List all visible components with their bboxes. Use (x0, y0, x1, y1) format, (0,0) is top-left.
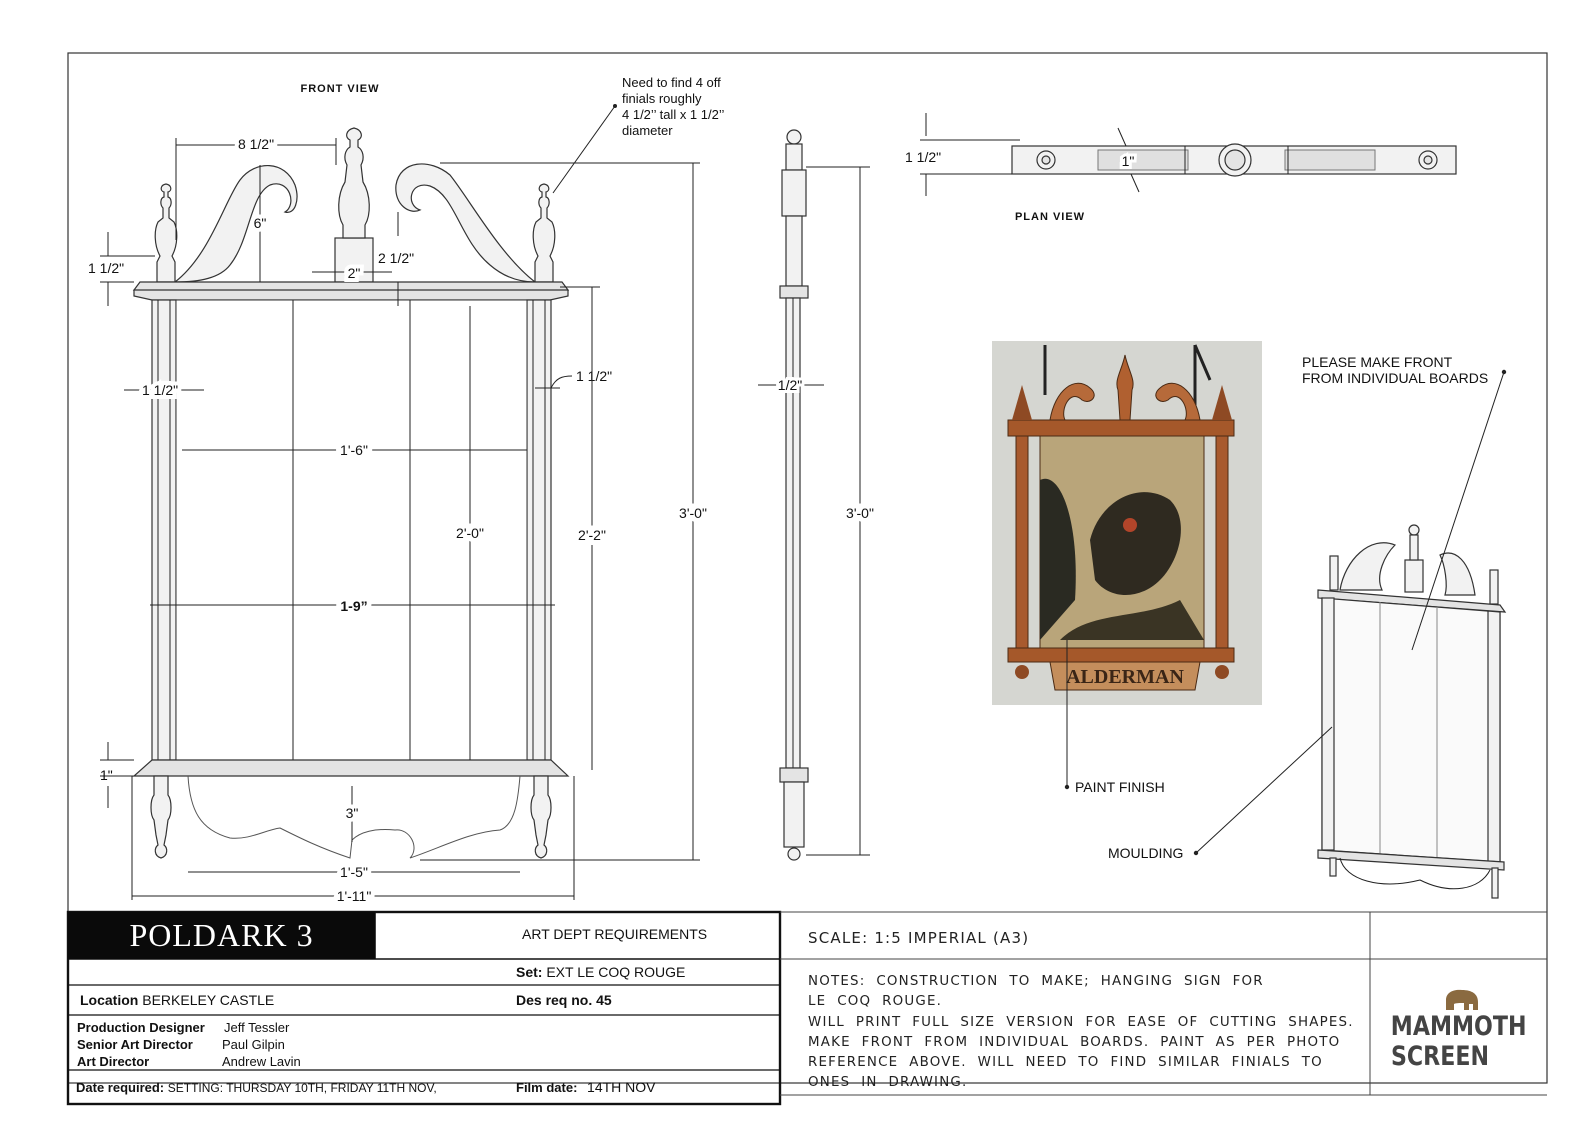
dim-overall-height: 3'-0" (679, 505, 707, 521)
dim-bottom-drop: 3" (345, 805, 359, 821)
left-drop (151, 776, 171, 858)
finial-note-line-1: Need to find 4 off (622, 75, 721, 90)
senior-art-director: Paul Gilpin (222, 1037, 285, 1052)
left-post (152, 300, 176, 760)
top-cornice (134, 282, 568, 300)
label-moulding: MOULDING (1108, 845, 1184, 861)
set-value: EXT LE COQ ROUGE (546, 964, 686, 980)
film-date: 14TH NOV (587, 1079, 656, 1095)
dim-post-right: 1 1/2" (576, 368, 613, 384)
dim-post-left: 1 1/2" (142, 382, 179, 398)
photo-sign-text: ALDERMAN (1066, 666, 1184, 688)
plan-dim-board: 1" (1121, 153, 1135, 169)
location-row (80, 992, 274, 1008)
dim-post-height: 2'-2" (578, 527, 606, 543)
senior-art-director-label: Senior Art Director (77, 1037, 193, 1052)
side-dim-depth: 1/2" (777, 377, 803, 393)
dim-6: 6" (253, 215, 267, 231)
dim-bottom-rail: 1" (100, 767, 113, 783)
location-label: Location (80, 992, 139, 1008)
dim-bottom-span: 1'-5" (340, 864, 368, 880)
front-view (88, 75, 724, 904)
art-director-label: Art Director (77, 1054, 150, 1069)
mammoth-icon (1442, 988, 1482, 1012)
company-line-1: MAMMOTH (1390, 1011, 1527, 1042)
film-date-row (516, 1079, 656, 1095)
label-paint-finish: PAINT FINISH (1075, 779, 1165, 795)
set-label: Set: (516, 964, 543, 980)
plan-view (905, 113, 1456, 223)
set-row (516, 964, 685, 980)
right-finial (533, 184, 555, 282)
dim-inner-width: 1-9” (340, 598, 368, 614)
company-line-2: SCREEN (1390, 1041, 1490, 1072)
reference-photo (992, 341, 1262, 795)
notes-line-2: LE COQ ROUGE. (808, 994, 943, 1010)
finial-note-line-3: 4 1/2’’ tall x 1 1/2’’ (622, 107, 725, 122)
pediment-left-scroll (175, 166, 297, 282)
film-date-label: Film date: (516, 1080, 578, 1095)
dim-overall-width: 1'-11" (336, 888, 372, 904)
des-req: Des req no. 45 (516, 992, 612, 1008)
plan-dim-depth: 1 1/2" (905, 149, 942, 165)
left-finial (155, 184, 177, 282)
notes-line-5: REFERENCE ABOVE. WILL NEED TO FIND SIMILAR FINIALS TO (808, 1055, 1323, 1071)
perspective-note-line-1: PLEASE MAKE FRONT (1302, 354, 1453, 370)
location-value: BERKELEY CASTLE (142, 992, 275, 1008)
front-view-title: FRONT VIEW (300, 83, 380, 95)
date-required: SETTING: THURSDAY 10TH, FRIDAY 11TH NOV, (167, 1081, 437, 1095)
poldark-logo (68, 912, 375, 959)
right-drop (531, 776, 551, 858)
scale-label: SCALE: 1:5 IMPERIAL (A3) (808, 929, 1030, 947)
dim-finial-base: 1 1/2" (88, 260, 125, 276)
dim-8-1-2: 8 1/2" (237, 136, 275, 152)
production-designer-label: Production Designer (77, 1020, 205, 1035)
finial-note (553, 75, 724, 193)
side-dim-height: 3'-0" (846, 505, 874, 521)
right-post (527, 300, 551, 760)
notes-line-6: ONES IN DRAWING. (808, 1075, 968, 1091)
notes-line-3: WILL PRINT FULL SIZE VERSION FOR EASE OF CUTTING SHAPES. (808, 1014, 1354, 1030)
notes-block (808, 972, 1358, 1094)
dim-panel-width: 1'-6" (340, 442, 368, 458)
plan-view-title: PLAN VIEW (1014, 211, 1086, 223)
poldark-logo-text: POLDARK 3 (129, 917, 314, 953)
dim-centre-2: 2" (347, 265, 361, 281)
notes-line-4: MAKE FRONT FROM INDIVIDUAL BOARDS. PAINT AS PER PHOTO (808, 1034, 1341, 1050)
finial-note-line-2: finials roughly (622, 91, 702, 106)
heading-art-dept: ART DEPT REQUIREMENTS (522, 926, 708, 942)
date-required-label: Date required: (76, 1080, 165, 1095)
dim-centre-2-1-2: 2 1/2" (378, 250, 415, 266)
date-required-row (76, 1080, 437, 1095)
centre-finial (339, 128, 370, 238)
side-view (758, 130, 874, 860)
bottom-rail (134, 760, 568, 776)
pediment-right-scroll (396, 164, 535, 282)
dim-panel-height: 2'-0" (456, 525, 484, 541)
notes-line-1: NOTES: CONSTRUCTION TO MAKE; HANGING SIGN FOR (808, 974, 1264, 989)
art-director: Andrew Lavin (222, 1054, 301, 1069)
production-designer: Jeff Tessler (224, 1020, 290, 1035)
finial-note-line-4: diameter (622, 123, 673, 138)
perspective-note-line-2: FROM INDIVIDUAL BOARDS (1302, 370, 1489, 386)
